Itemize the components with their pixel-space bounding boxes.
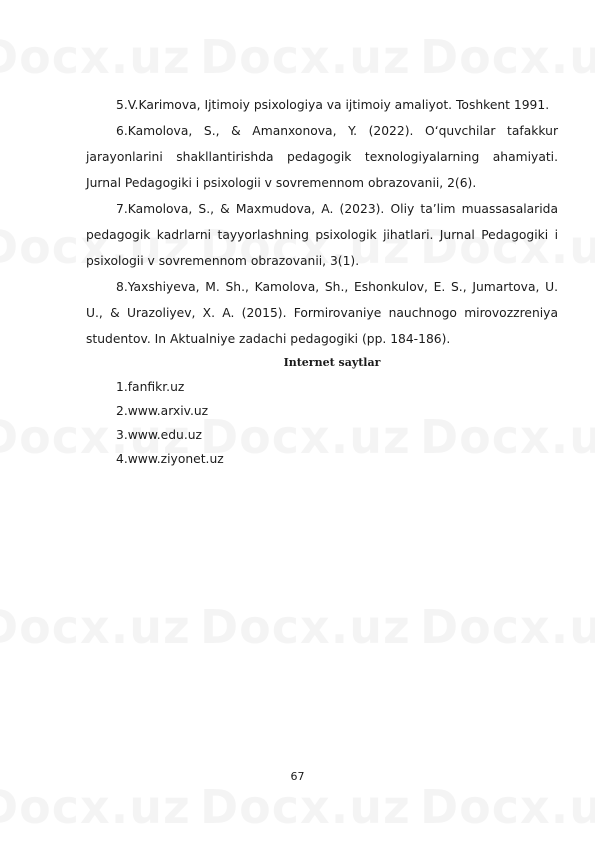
reference-item: 5.V.Karimova, Ijtimoiy psixologiya va ijtimoiy amaliyot. Toshkent 1991. — [116, 98, 550, 112]
watermark — [200, 30, 411, 84]
website-item: 2.www.arxiv.uz — [116, 404, 209, 418]
watermark — [0, 30, 191, 84]
watermark — [0, 600, 191, 654]
page-number: 67 — [290, 770, 305, 783]
reference-item: 8.Yaxshiyeva, M. Sh., Kamolova, Sh., Eshonkulov, E. S., Jumartova, U. U., & Urazoliyev, X. A. (2015). Formirovaniye nauchnogo mirovozzreniya studentov. In Aktualniye zadachi pedagogiki (pp. 184-186). — [86, 280, 558, 346]
reference-item: 7.Kamolova, S., & Maxmudova, A. (2023). Oliy ta’lim muassasalarida pedagogik kadrlarni tayyorlashning psixologik jihatlari. Jurnal Pedagogiki i psixologii v sovremennom obrazovanii, 3(1). — [86, 202, 558, 268]
reference-list — [86, 92, 558, 471]
watermark — [200, 780, 411, 834]
internet-section-title: Internet saytlar — [283, 356, 381, 369]
reference-item: 6.Kamolova, S., & Amanxonova, Y. (2022). O‘quvchilar tafakkur jarayonlarini shakllantirishda pedagogik texnologiyalarning ahamiyati. Jurnal Pedagogiki i psixologii v sovremennom obrazovanii, 2(6). — [86, 124, 558, 190]
website-item: 4.www.ziyonet.uz — [116, 452, 224, 466]
watermark — [0, 780, 191, 834]
watermark — [420, 600, 595, 654]
watermark — [200, 600, 411, 654]
website-item: 1.fanfikr.uz — [116, 380, 185, 394]
website-item: 3.www.edu.uz — [116, 428, 203, 442]
watermark — [420, 780, 595, 834]
watermark — [420, 30, 595, 84]
